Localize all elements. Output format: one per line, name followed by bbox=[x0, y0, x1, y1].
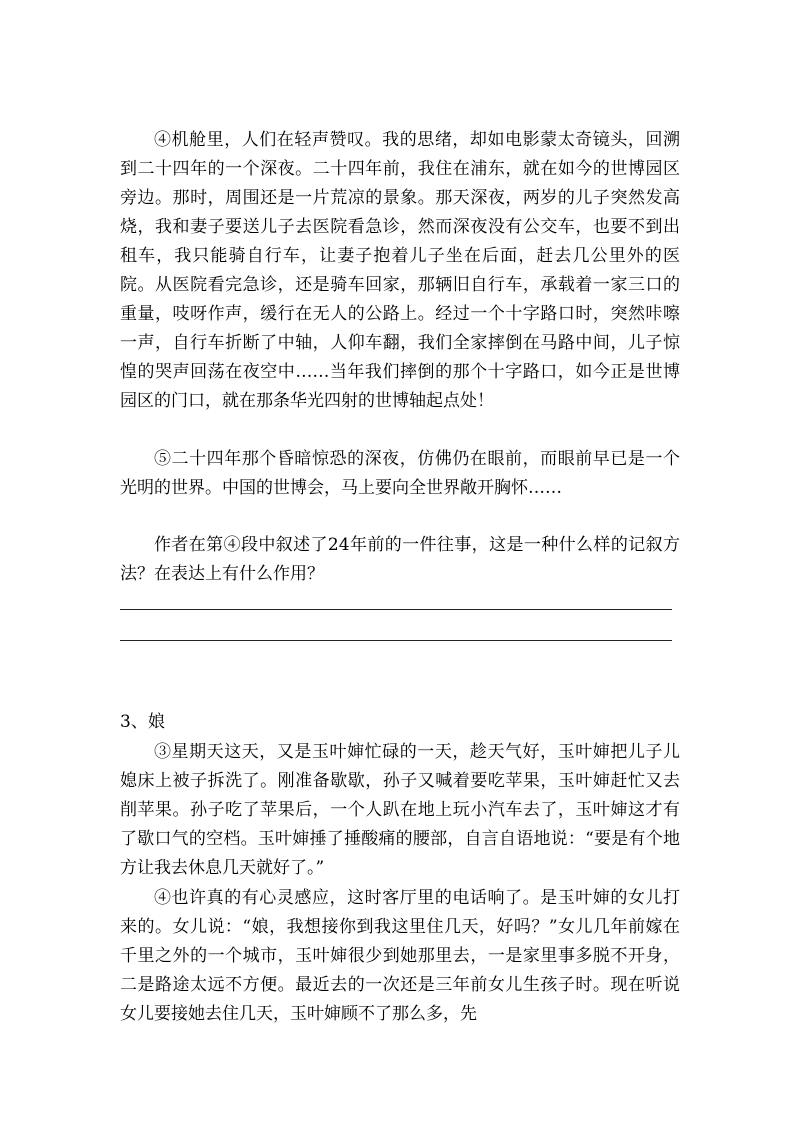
answer-line-1[interactable] bbox=[120, 609, 672, 610]
section2-paragraph-4: ④机舱里，人们在轻声赞叹。我的思绪，却如电影蒙太奇镜头，回溯到二十四年的一个深夜。二十四年前，我住在浦东，就在如今的世博园区旁边。那时，周围还是一片荒凉的景象。那天深夜，两岁的儿子突然发高烧，我和妻子要送儿子去医院看急诊，然而深夜没有公交车，也要不到出租车，我只能骑自行车，让妻子抱着儿子坐在后面，赶去几公里外的医院。从医院看完急诊，还是骑车回家，那辆旧自行车，承载着一家三口的重量，吱呀作声，缓行在无人的公路上。经过一个十字路口时，突然咔嚓一声，自行车折断了中轴，人仰车翻，我们全家摔倒在马路中间，儿子惊惶的哭声回荡在夜空中……当年我们摔倒的那个十字路口，如今正是世博园区的门口，就在那条华光四射的世博轴起点处！ bbox=[120, 130, 680, 411]
section3-paragraph-4: ④也许真的有心灵感应，这时客厅里的电话响了。是玉叶婶的女儿打来的。女儿说：“娘，我想接你到我这里住几天，好吗？”女儿几年前嫁在千里之外的一个城市，玉叶婶很少到她那里去，一是家里事多脱不开身，二是路途太远不方便。最近去的一次还是三年前女儿生孩子时。现在听说女儿要接她去住几天，玉叶婶顾不了那么多，先 bbox=[120, 888, 680, 1024]
section2-paragraph-5: ⑤二十四年那个昏暗惊恐的深夜，仿佛仍在眼前，而眼前早已是一个光明的世界。中国的世博会，马上要向全世界敞开胸怀…… bbox=[120, 449, 680, 498]
section3-title: 3、娘 bbox=[120, 712, 165, 732]
answer-line-2[interactable] bbox=[120, 640, 672, 641]
question-prompt: 作者在第④段中叙述了24年前的一件往事，这是一种什么样的记叙方法？在表达上有什么作用？ bbox=[120, 535, 680, 584]
section3-paragraph-3: ③星期天这天，又是玉叶婶忙碌的一天，趁天气好，玉叶婶把儿子儿媳床上被子拆洗了。刚准备歇歇，孙子又喊着要吃苹果，玉叶婶赶忙又去削苹果。孙子吃了苹果后，一个人趴在地上玩小汽车去了，玉叶婶这才有了歇口气的空档。玉叶婶捶了捶酸痛的腰部，自言自语地说：“要是有个地方让我去休息几天就好了。” bbox=[120, 742, 680, 878]
